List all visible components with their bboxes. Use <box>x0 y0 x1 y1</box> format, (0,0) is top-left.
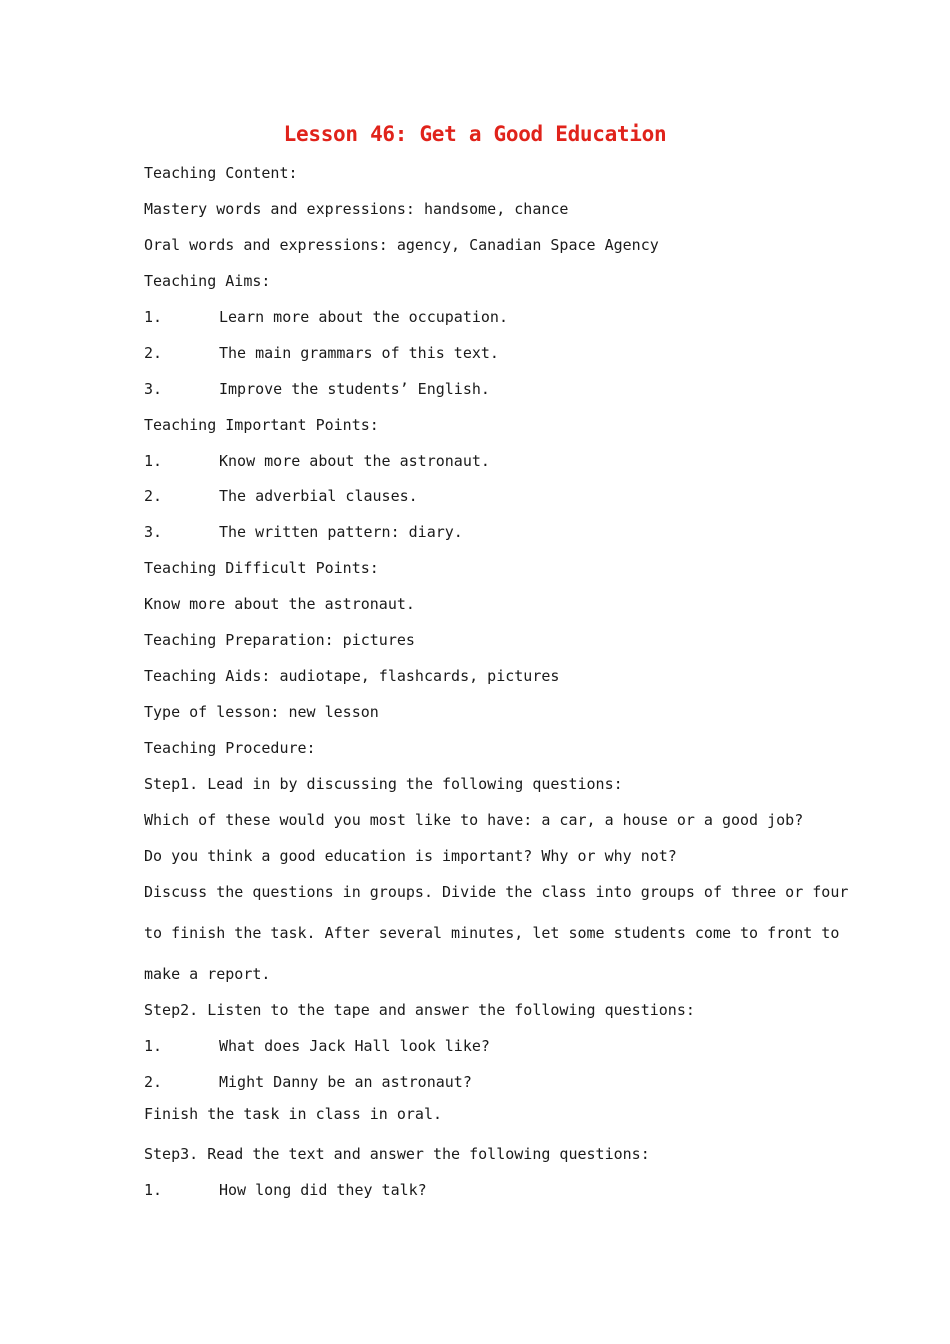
difficult-point-text: Know more about the astronaut. <box>144 595 415 613</box>
teaching-preparation-line: Teaching Preparation: pictures <box>144 631 415 649</box>
list-item-text: How long did they talk? <box>219 1181 427 1199</box>
list-item-text: The main grammars of this text. <box>219 344 499 362</box>
step1-question-2: Do you think a good education is important? Why or why not? <box>144 847 677 865</box>
important-points-heading: Teaching Important Points: <box>144 416 379 434</box>
mastery-words-line: Mastery words and expressions: handsome, chance <box>144 200 569 218</box>
important-point-1 <box>144 451 490 471</box>
step1-question-1: Which of these would you most like to have: a car, a house or a good job? <box>144 811 804 829</box>
step1-instruction-line-2: to finish the task. After several minutes, let some students come to front to <box>144 924 840 942</box>
important-point-2 <box>144 486 418 506</box>
step2-question-1 <box>144 1036 490 1056</box>
list-item-text: Know more about the astronaut. <box>219 452 490 470</box>
teaching-content-heading: Teaching Content: <box>144 164 298 182</box>
list-number: 3. <box>144 380 163 398</box>
teaching-aids-line: Teaching Aids: audiotape, flashcards, pictures <box>144 667 560 685</box>
aim-item-1 <box>144 307 508 327</box>
aim-item-2 <box>144 343 499 363</box>
list-item-text: What does Jack Hall look like? <box>219 1037 490 1055</box>
lesson-title: Lesson 46: Get a Good Education <box>283 122 667 146</box>
list-number: 1. <box>144 452 163 470</box>
list-number: 2. <box>144 487 163 505</box>
list-number: 1. <box>144 1181 163 1199</box>
list-item-text: Learn more about the occupation. <box>219 308 508 326</box>
list-number: 1. <box>144 308 163 326</box>
oral-words-line: Oral words and expressions: agency, Canadian Space Agency <box>144 236 659 254</box>
lesson-type-line: Type of lesson: new lesson <box>144 703 379 721</box>
list-item-text: The written pattern: diary. <box>219 523 463 541</box>
step1-instruction-line-1: Discuss the questions in groups. Divide the class into groups of three or four <box>144 883 849 901</box>
step3-heading: Step3. Read the text and answer the following questions: <box>144 1145 650 1163</box>
list-number: 3. <box>144 523 163 541</box>
step1-instruction-line-3: make a report. <box>144 965 271 983</box>
teaching-procedure-heading: Teaching Procedure: <box>144 739 316 757</box>
important-point-3 <box>144 522 463 542</box>
step2-instruction: Finish the task in class in oral. <box>144 1105 443 1123</box>
list-number: 2. <box>144 344 163 362</box>
list-item-text: Might Danny be an astronaut? <box>219 1073 472 1091</box>
step2-heading: Step2. Listen to the tape and answer the following questions: <box>144 1001 695 1019</box>
step3-question-1 <box>144 1180 427 1200</box>
step2-question-2 <box>144 1072 472 1092</box>
step1-heading: Step1. Lead in by discussing the following questions: <box>144 775 623 793</box>
list-number: 1. <box>144 1037 163 1055</box>
list-item-text: The adverbial clauses. <box>219 487 418 505</box>
list-number: 2. <box>144 1073 163 1091</box>
teaching-aims-heading: Teaching Aims: <box>144 272 271 290</box>
difficult-points-heading: Teaching Difficult Points: <box>144 559 379 577</box>
list-item-text: Improve the students’ English. <box>219 380 490 398</box>
aim-item-3 <box>144 379 490 399</box>
